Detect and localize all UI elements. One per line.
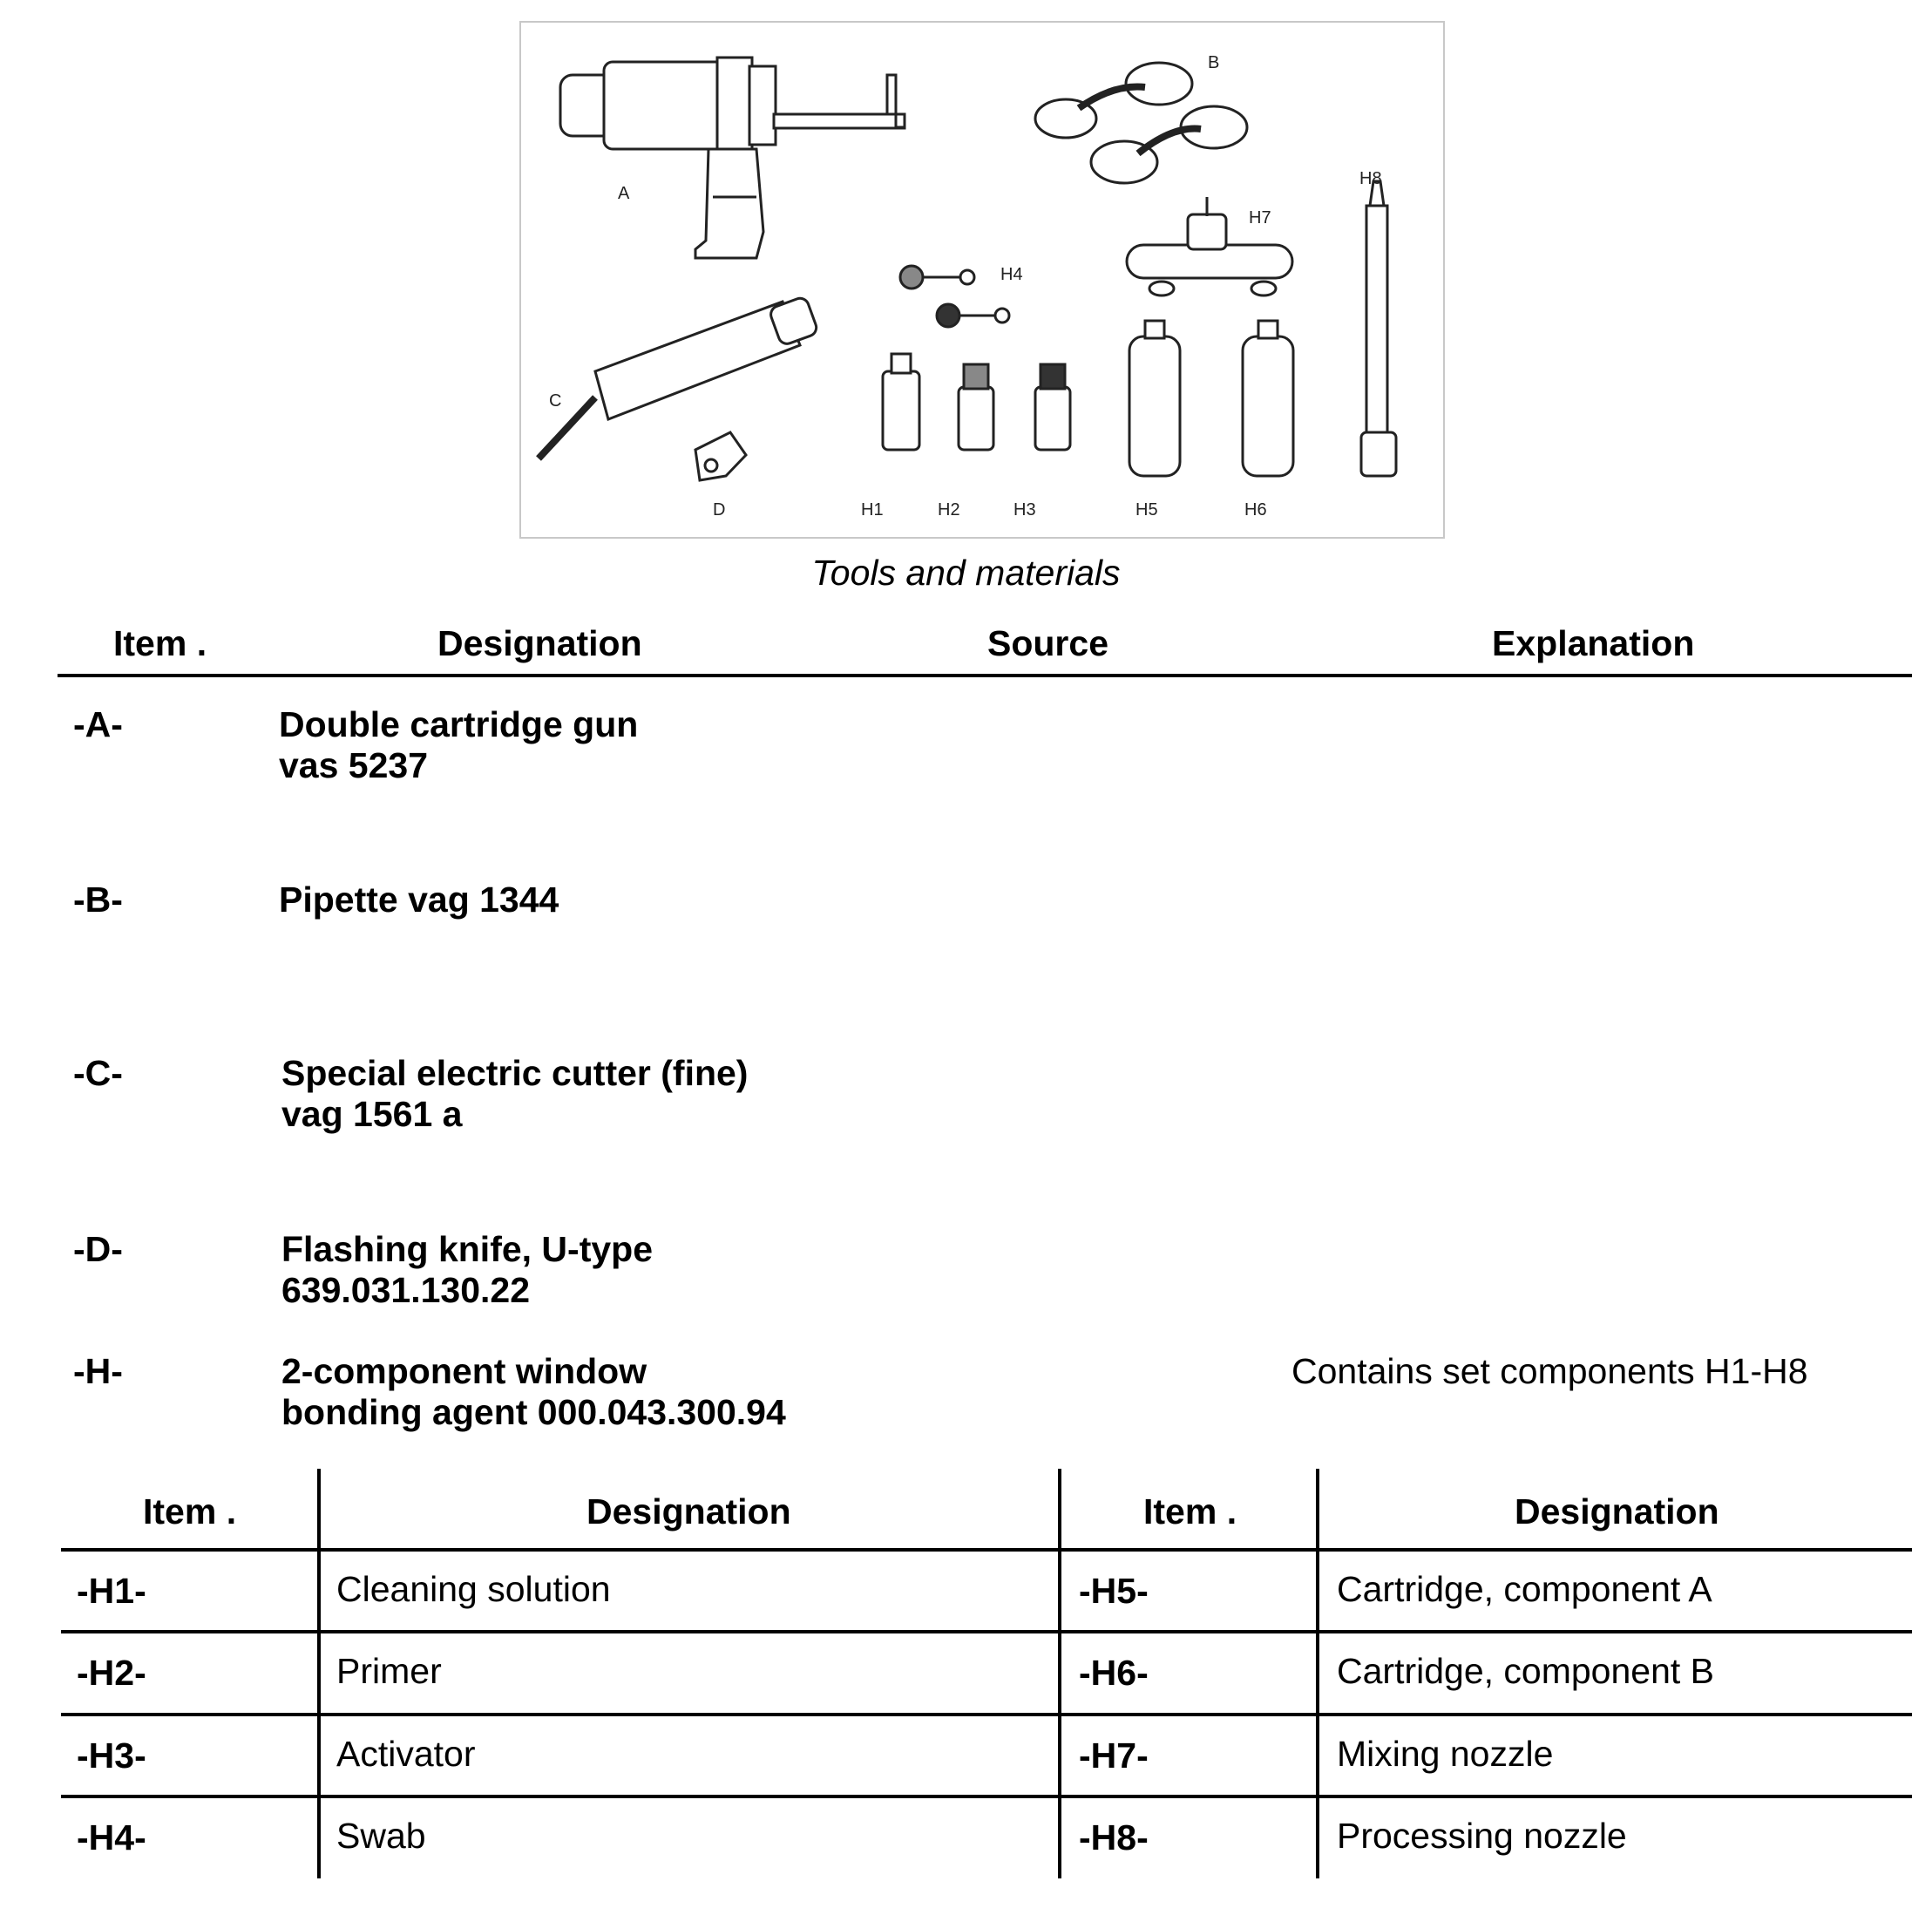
double-cartridge-gun-drawing xyxy=(560,58,905,258)
row-designation: Pipette vag 1344 xyxy=(279,880,559,920)
header-designation: Designation xyxy=(437,623,642,663)
header-rule xyxy=(58,674,1912,677)
components-table xyxy=(61,1469,1912,1878)
row-explanation: Contains set components H1-H8 xyxy=(1291,1351,1808,1391)
swab-drawing xyxy=(900,266,1009,327)
row-designation: Double cartridge gun vas 5237 xyxy=(279,704,639,785)
flashing-knife-drawing xyxy=(695,432,746,480)
component-designation: Primer xyxy=(336,1651,442,1691)
label-H2: H2 xyxy=(938,500,960,520)
component-item: -H6- xyxy=(1079,1653,1149,1693)
label-H4: H4 xyxy=(1000,265,1023,284)
label-H8: H8 xyxy=(1359,169,1382,188)
component-item: -H7- xyxy=(1079,1735,1149,1776)
table-row xyxy=(61,1716,1912,1795)
cartridge-drawings xyxy=(1129,321,1293,476)
header-explanation: Explanation xyxy=(1492,623,1695,663)
table-row xyxy=(61,1633,1912,1712)
component-designation: Activator xyxy=(336,1734,476,1774)
sub-header-designation: Designation xyxy=(1515,1491,1719,1531)
component-item: -H2- xyxy=(77,1653,146,1693)
row-item: -B- xyxy=(73,880,123,920)
table-row xyxy=(61,1552,1912,1630)
row-item: -H- xyxy=(73,1351,123,1391)
header-item: Item . xyxy=(113,623,207,663)
component-designation: Cleaning solution xyxy=(336,1569,611,1609)
row-item: -D- xyxy=(73,1229,123,1269)
label-H1: H1 xyxy=(861,500,884,520)
header-source: Source xyxy=(987,623,1108,663)
component-designation: Processing nozzle xyxy=(1337,1816,1627,1856)
label-C: C xyxy=(549,391,562,411)
component-designation: Swab xyxy=(336,1816,426,1856)
tools-illustration xyxy=(519,21,1445,539)
pipette-drawing xyxy=(1035,63,1247,183)
label-H5: H5 xyxy=(1135,500,1158,520)
processing-nozzle-drawing xyxy=(1361,181,1396,476)
table-row xyxy=(61,1798,1912,1877)
label-H3: H3 xyxy=(1013,500,1036,520)
sub-header-designation: Designation xyxy=(586,1491,791,1531)
electric-cutter-drawing xyxy=(539,295,818,458)
component-item: -H8- xyxy=(1079,1817,1149,1857)
label-B: B xyxy=(1208,53,1220,72)
label-D: D xyxy=(713,500,726,520)
row-designation: Special electric cutter (fine) vag 1561 a xyxy=(281,1053,749,1134)
component-item: -H3- xyxy=(77,1735,146,1776)
sub-header-item: Item . xyxy=(143,1491,237,1531)
label-H7: H7 xyxy=(1249,208,1271,228)
component-item: -H4- xyxy=(77,1817,146,1857)
figure-caption: Tools and materials xyxy=(811,553,1121,593)
component-item: -H1- xyxy=(77,1571,146,1611)
sub-header-item: Item . xyxy=(1143,1491,1237,1531)
row-item: -C- xyxy=(73,1053,123,1093)
row-designation: 2-component window bonding agent 000.043.300.94 xyxy=(281,1351,786,1432)
component-item: -H5- xyxy=(1079,1571,1149,1611)
component-designation: Cartridge, component A xyxy=(1337,1569,1712,1609)
bottle-drawings xyxy=(883,354,1070,450)
label-H6: H6 xyxy=(1244,500,1267,520)
row-designation: Flashing knife, U-type 639.031.130.22 xyxy=(281,1229,653,1310)
component-designation: Mixing nozzle xyxy=(1337,1734,1554,1774)
label-A: A xyxy=(618,184,630,203)
row-item: -A- xyxy=(73,704,123,744)
component-designation: Cartridge, component B xyxy=(1337,1651,1715,1691)
